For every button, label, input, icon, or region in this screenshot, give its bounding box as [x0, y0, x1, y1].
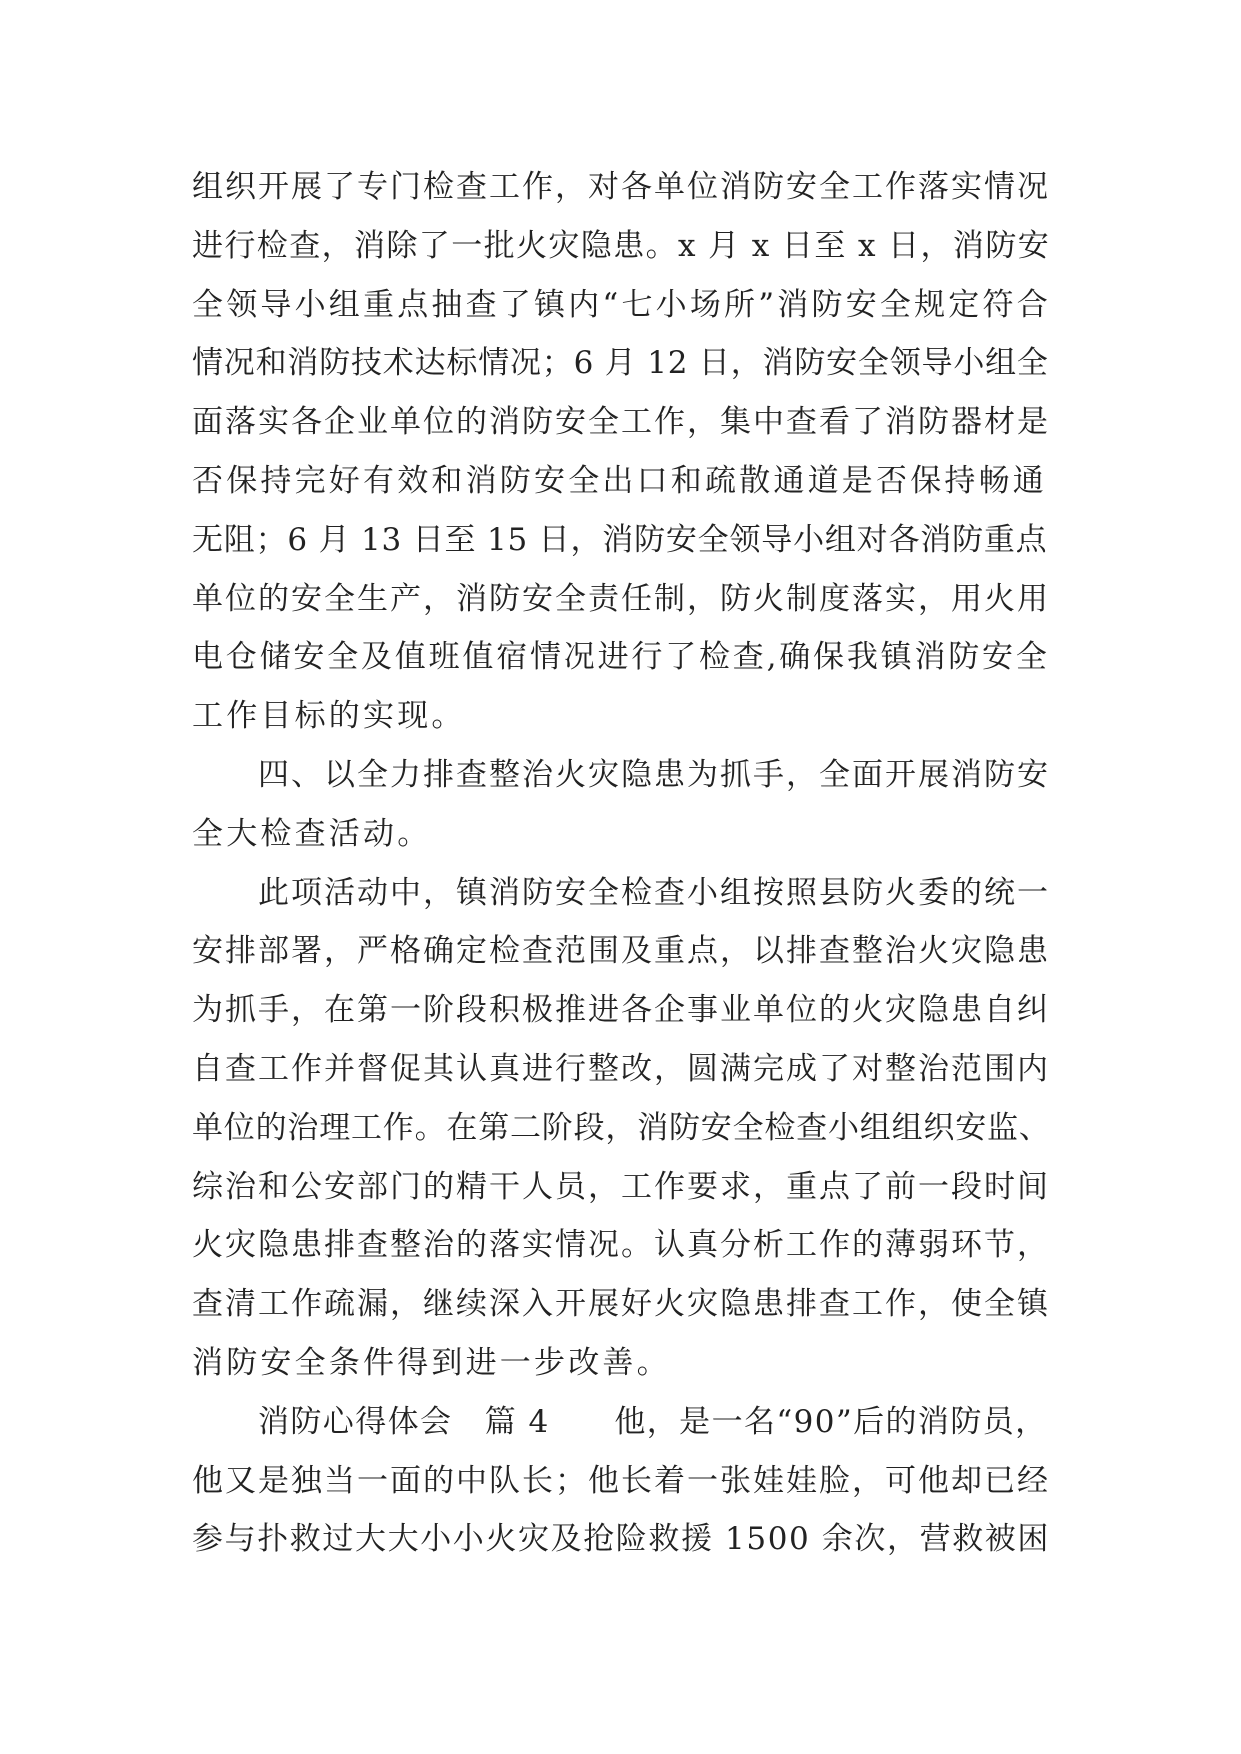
text-line: 他又是独当一面的中队长；他长着一张娃娃脸，可他却已经 — [192, 1462, 1050, 1499]
text-line: 单位的治理工作。在第二阶段，消防安全检查小组组织安监、 — [192, 1109, 1051, 1146]
text-line: 进行检查，消除了一批火灾隐患。x 月 x 日至 x 日，消防安 — [192, 227, 1051, 264]
text-line: 全领导小组重点抽查了镇内“七小场所”消防安全规定符合 — [192, 286, 1051, 323]
text-line: 工作目标的实现。 — [192, 698, 466, 735]
text-line: 否保持完好有效和消防安全出口和疏散通道是否保持畅通 — [192, 462, 1047, 499]
text-line: 此项活动中，镇消防安全检查小组按照县防火委的统一 — [258, 874, 1050, 911]
document-body — [192, 158, 1052, 1569]
text-line: 面落实各企业单位的消防安全工作，集中查看了消防器材是 — [192, 404, 1050, 441]
text-line: 消防安全条件得到进一步改善。 — [192, 1344, 671, 1381]
text-line: 火灾隐患排查整治的落实情况。认真分析工作的薄弱环节， — [192, 1227, 1050, 1264]
text-line: 情况和消防技术达标情况；6 月 12 日，消防安全领导小组全 — [192, 345, 1049, 382]
text-line: 安排部署，严格确定检查范围及重点，以排查整治火灾隐患 — [192, 933, 1050, 970]
text-line: 参与扑救过大大小小火灾及抢险救援 1500 余次，营救被困 — [192, 1521, 1050, 1558]
text-line: 为抓手，在第一阶段积极推进各企事业单位的火灾隐患自纠 — [192, 992, 1050, 1029]
text-line: 自查工作并督促其认真进行整改，圆满完成了对整治范围内 — [192, 1050, 1050, 1087]
text-line: 综治和公安部门的精干人员，工作要求，重点了前一段时间 — [192, 1168, 1050, 1205]
text-line: 查清工作疏漏，继续深入开展好火灾隐患排查工作，使全镇 — [192, 1286, 1050, 1323]
text-line: 消防心得体会 篇 4 他，是一名“90”后的消防员， — [258, 1403, 1048, 1440]
text-line: 电仓储安全及值班值宿情况进行了检查,确保我镇消防安全 — [192, 639, 1050, 676]
text-line: 单位的安全生产，消防安全责任制，防火制度落实，用火用 — [192, 580, 1050, 617]
text-line: 四、以全力排查整治火灾隐患为抓手，全面开展消防安 — [258, 756, 1050, 793]
text-line: 全大检查活动。 — [192, 815, 432, 852]
text-line: 组织开展了专门检查工作，对各单位消防安全工作落实情况 — [192, 169, 1050, 205]
text-line: 无阻；6 月 13 日至 15 日，消防安全领导小组对各消防重点 — [192, 521, 1048, 558]
